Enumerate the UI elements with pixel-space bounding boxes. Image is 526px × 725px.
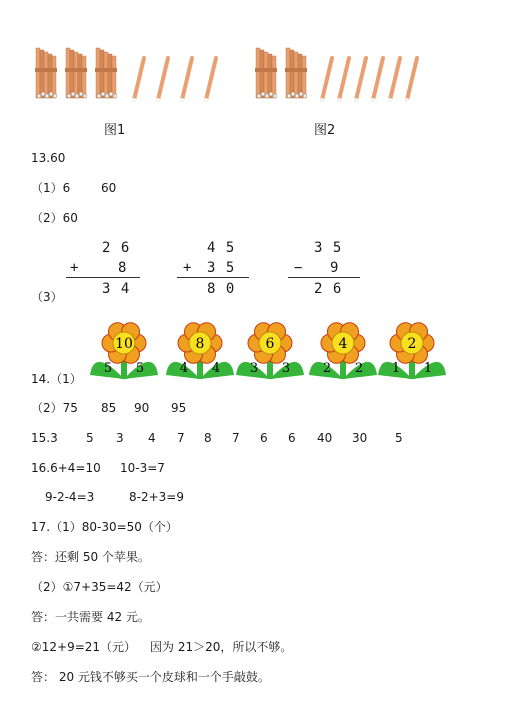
q15-value: 5: [86, 431, 94, 445]
q15-value: 6: [260, 431, 268, 445]
q13-part2: （2）60: [31, 211, 78, 225]
q15-value: 5: [395, 431, 403, 445]
q17-answer3: 答： 20 元钱不够买一个皮球和一个手敲鼓。: [31, 670, 270, 684]
arith1-operator: +: [70, 260, 80, 276]
arith3-top: 3 5: [314, 240, 343, 256]
q15-value: 4: [148, 431, 156, 445]
arith2-operator: +: [183, 260, 193, 276]
q15-value: 8: [204, 431, 212, 445]
q13-part3-label: （3）: [31, 290, 63, 304]
q14-part2-label: （2）75: [31, 401, 78, 415]
q17-part2b-reason: 因为 21＞20，所以不够。: [150, 640, 293, 654]
flower-left-leaf-number: 2: [322, 361, 332, 376]
figure-1-caption: 图1: [104, 123, 126, 138]
q13-heading: 13.60: [31, 151, 66, 165]
figure-2-caption: 图2: [314, 123, 336, 138]
arith3-bottom: 9: [330, 260, 340, 276]
flower-center-number: 8: [195, 336, 205, 352]
arith2-bottom: 3 5: [207, 260, 236, 276]
q15-value: 7: [177, 431, 185, 445]
flower-right-leaf-number: 1: [423, 361, 433, 376]
q15-value: 3: [116, 431, 124, 445]
flower-left-leaf-number: 5: [103, 361, 113, 376]
arith3-result: 2 6: [314, 281, 343, 297]
arith1-bottom: 8: [118, 260, 128, 276]
arith3-operator: −: [294, 260, 304, 276]
flower-center-number: 6: [265, 336, 275, 352]
flower-center-number: 4: [338, 336, 348, 352]
arith1-top: 2 6: [102, 240, 131, 256]
q14-part2-value-2: 90: [134, 401, 150, 415]
q16-equation-b: 10-3=7: [120, 461, 165, 475]
q15-value: 30: [352, 431, 368, 445]
q16-equation-a: 16.6+4=10: [31, 461, 101, 475]
q15-heading: 15.3: [31, 431, 58, 445]
flower-left-leaf-number: 4: [179, 361, 189, 376]
q15-value: 6: [288, 431, 296, 445]
q17-answer2: 答：一共需要 42 元。: [31, 610, 150, 624]
flower-center-number: 10: [115, 336, 133, 352]
q15-value: 40: [317, 431, 333, 445]
q17-part2b-calc: ②12+9=21（元）: [31, 640, 137, 654]
flower-right-leaf-number: 4: [211, 361, 221, 376]
q14-part2-value-1: 85: [101, 401, 117, 415]
flower-left-leaf-number: 1: [391, 361, 401, 376]
arith2-top: 4 5: [207, 240, 236, 256]
flower-right-leaf-number: 2: [354, 361, 364, 376]
q13-part1-label: （1）6: [31, 181, 71, 195]
q17-part2: （2）①7+35=42（元）: [31, 580, 168, 594]
arith1-result: 3 4: [102, 281, 131, 297]
q15-value: 7: [232, 431, 240, 445]
q13-part1-value: 60: [101, 181, 117, 195]
q17-answer1: 答：还剩 50 个苹果。: [31, 550, 150, 564]
flower-right-leaf-number: 3: [281, 361, 291, 376]
q14-part2-value-3: 95: [171, 401, 187, 415]
q14-heading: 14.（1）: [31, 372, 82, 386]
q16-equation-c: 9-2-4=3: [45, 490, 95, 504]
flower-left-leaf-number: 3: [249, 361, 259, 376]
flower-right-leaf-number: 5: [135, 361, 145, 376]
arith2-result: 8 0: [207, 281, 236, 297]
flower-center-number: 2: [407, 336, 417, 352]
q17-part1: 17.（1）80-30=50（个）: [31, 520, 178, 534]
q16-equation-d: 8-2+3=9: [129, 490, 184, 504]
